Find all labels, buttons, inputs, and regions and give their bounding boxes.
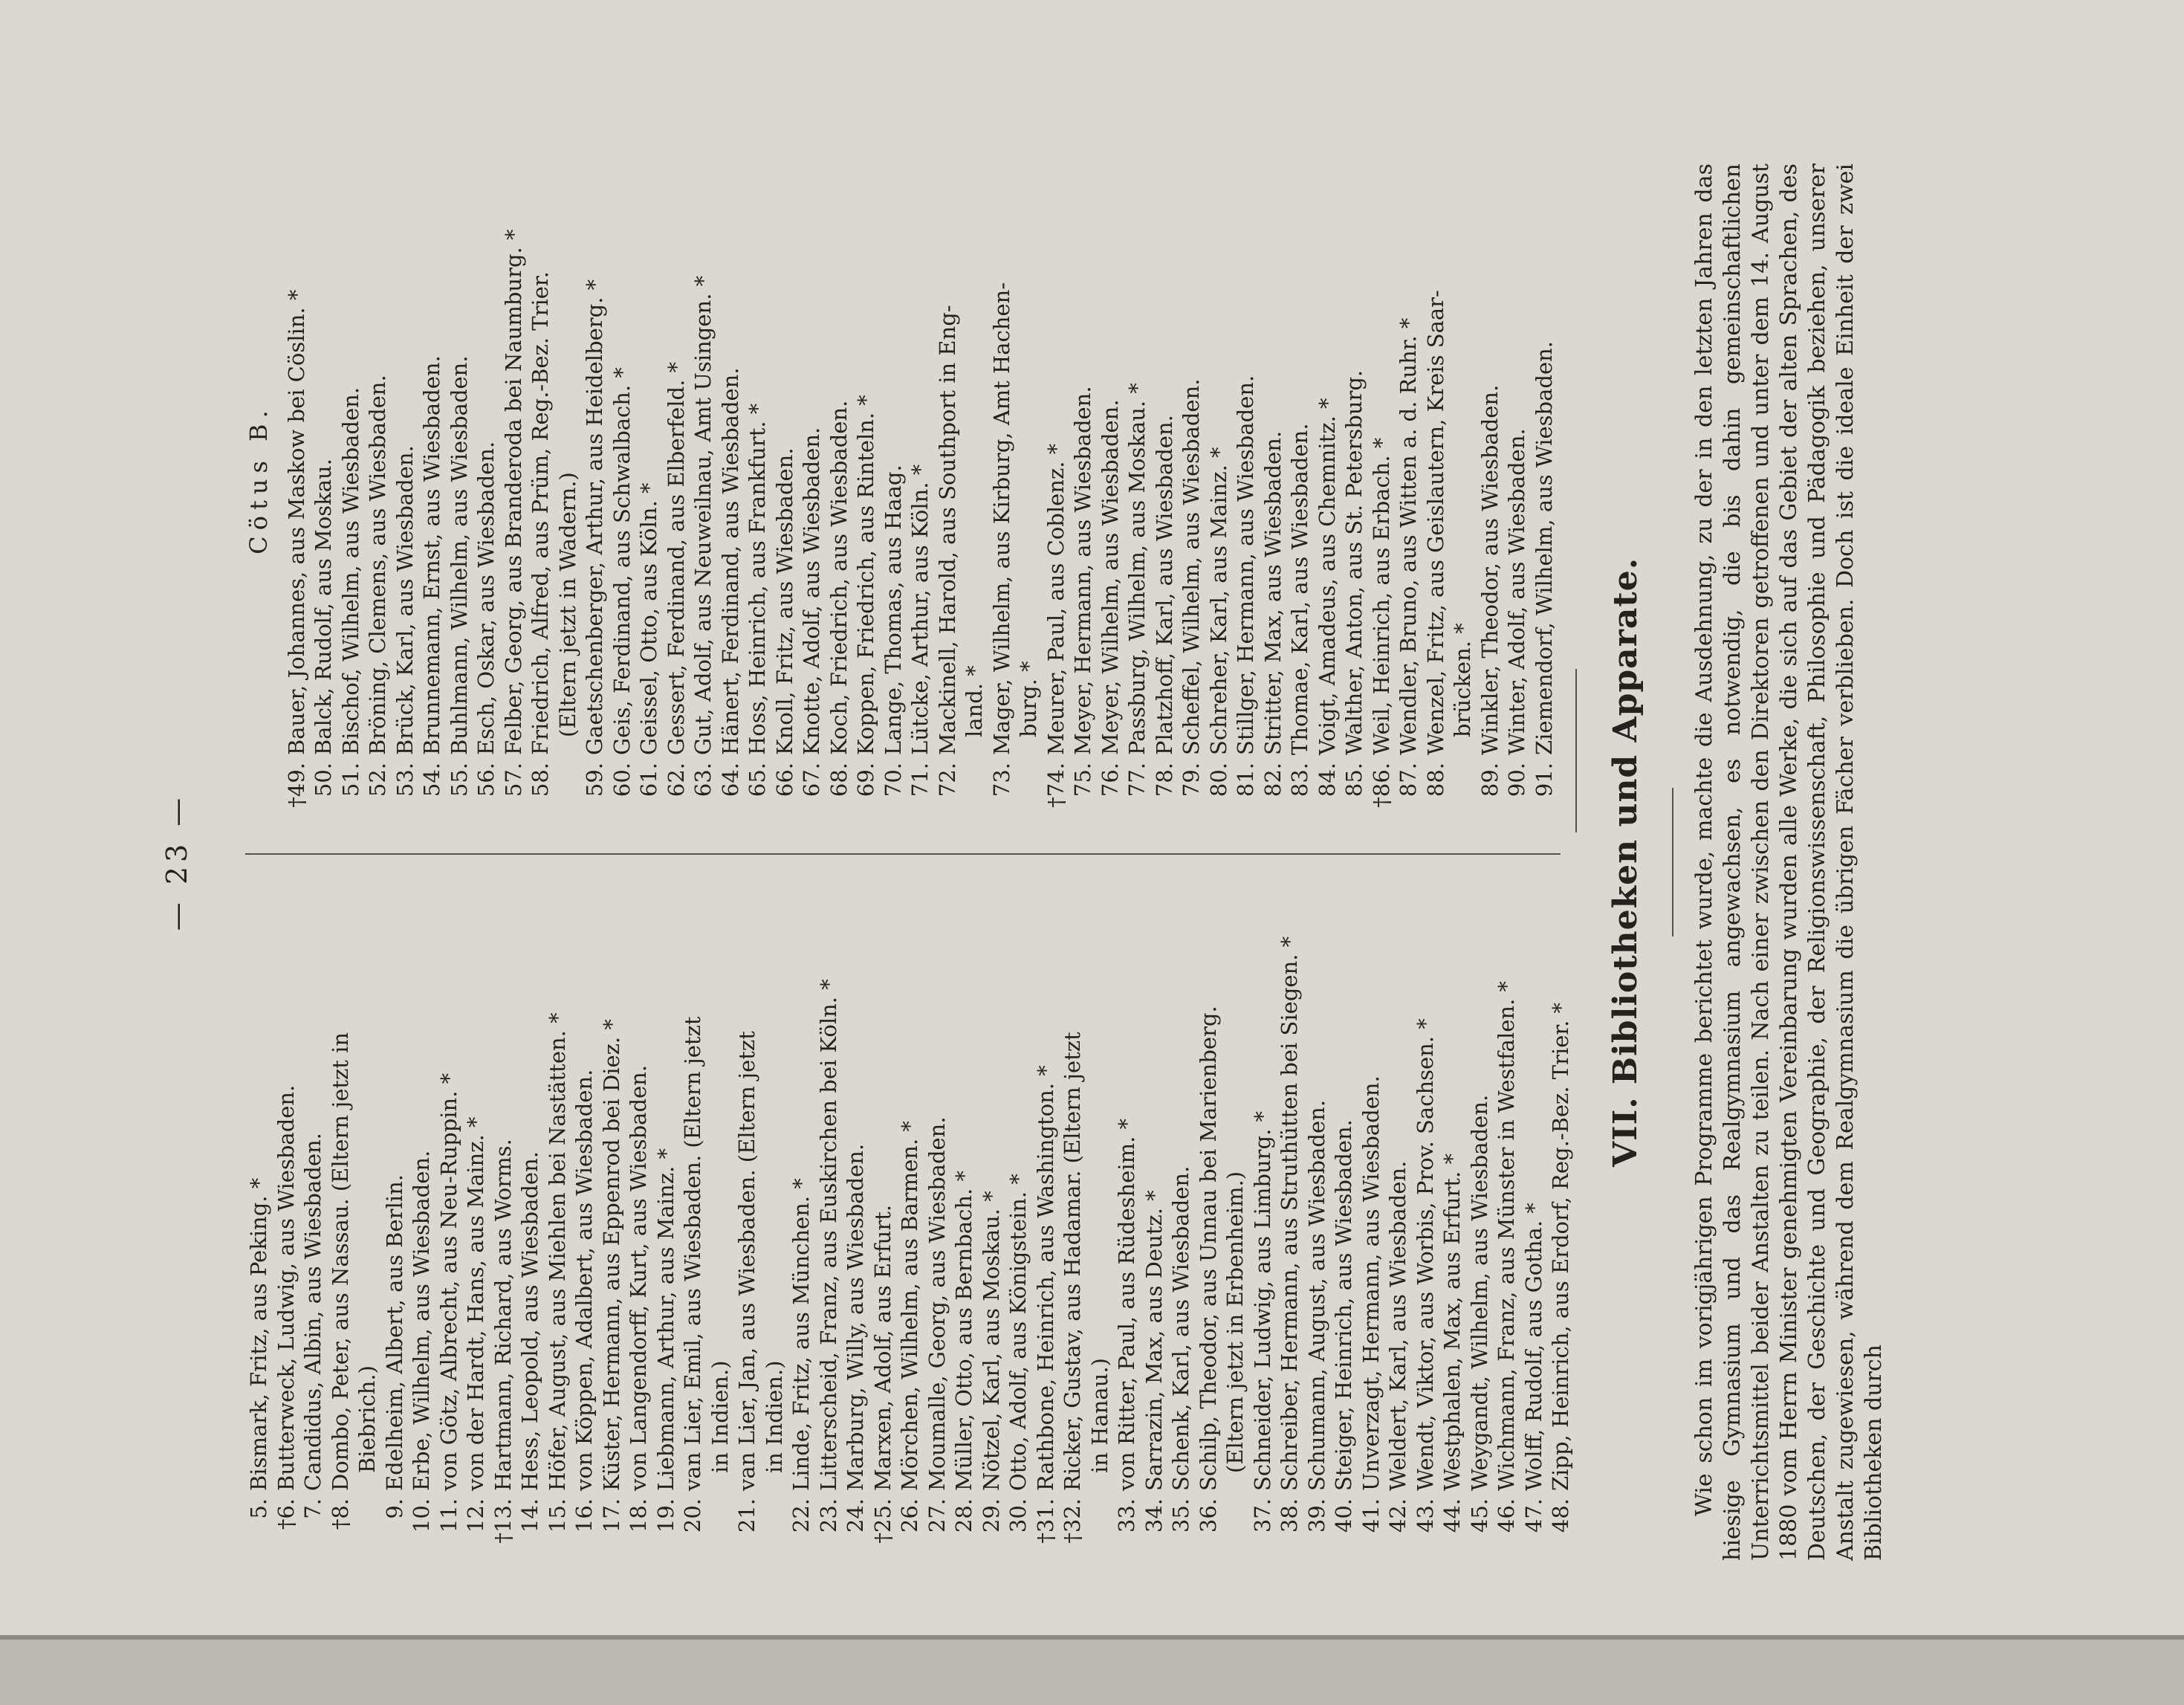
entry-text: Biebrich.) <box>354 1365 380 1473</box>
entry-number: 30. <box>1005 1498 1031 1533</box>
entry-number: 59. <box>582 763 607 798</box>
entry-text: Candidus, Albin, aus Wiesbaden. <box>300 1133 325 1491</box>
list-entry <box>446 134 473 825</box>
entry-number: 33. <box>1114 1498 1139 1533</box>
coetus-heading: Cötus B. <box>244 404 273 554</box>
entry-number: 17. <box>598 1498 624 1533</box>
entry-text: Platzhoff, Karl, aus Wiesbaden. <box>1151 415 1177 755</box>
list-entry <box>744 134 771 825</box>
entry-number: 68. <box>826 763 852 798</box>
entry-text: Knoll, Fritz, aus Wiesbaden. <box>771 447 797 755</box>
entry-number: 27. <box>924 1498 950 1533</box>
list-entry <box>950 870 978 1561</box>
entry-number: †32. <box>1060 1498 1085 1544</box>
entry-text: Buhlmann, Wilhelm, aus Wiesbaden. <box>446 355 472 755</box>
entry-number: 77. <box>1124 763 1150 798</box>
list-entry <box>408 870 435 1561</box>
entry-number: 47. <box>1520 1498 1546 1533</box>
entry-text: Küster, Hermann, aus Eppenrod bei Diez. * <box>598 1019 624 1491</box>
list-entry <box>690 134 717 825</box>
entry-number: †49. <box>283 763 309 808</box>
list-entry <box>869 870 897 1561</box>
entry-text: von Ritter, Paul, aus Rüdesheim. * <box>1114 1118 1139 1491</box>
entry-number: 37. <box>1249 1498 1275 1533</box>
entry-text: Brück, Karl, aus Wiesbaden. <box>392 445 418 755</box>
list-entry <box>1195 870 1222 1561</box>
list-entry <box>337 134 365 825</box>
entry-text: Ricker, Gustav, aus Hadamar. (Eltern jetzt <box>1060 1032 1085 1491</box>
entry-number: 38. <box>1277 1498 1302 1533</box>
entry-number: 69. <box>853 763 878 798</box>
entry-text: in Hanau.) <box>1086 1358 1112 1473</box>
entry-text: Geissel, Otto, aus Köln. * <box>636 482 661 755</box>
entry-number: 58. <box>528 763 553 798</box>
entry-text: Voigt, Amadeus, aus Chemnitz. * <box>1314 398 1340 755</box>
list-entry <box>381 870 409 1561</box>
list-entry <box>598 870 626 1561</box>
entry-text: (Eltern jetzt in Wadern.) <box>554 472 580 737</box>
entry-text: Felber, Georg, aus Branderoda bei Naumburg. * <box>500 229 526 755</box>
list-entry <box>418 134 446 825</box>
list-entry <box>679 870 707 1561</box>
list-entry <box>273 870 300 1561</box>
list-entry <box>245 870 273 1561</box>
entry-number: 46. <box>1494 1498 1519 1533</box>
entry-number: 76. <box>1097 763 1123 798</box>
entry-number: 16. <box>571 1498 597 1533</box>
entry-number: 82. <box>1260 763 1286 798</box>
list-entry <box>896 870 924 1561</box>
list-entry-continuation <box>707 870 734 1561</box>
list-entry <box>663 134 690 825</box>
entry-text: Winkler, Theodor, aus Wiesbaden. <box>1477 384 1503 755</box>
list-entry <box>571 870 598 1561</box>
list-entry <box>581 134 609 825</box>
entry-number: 79. <box>1179 763 1204 798</box>
list-entry <box>462 870 490 1561</box>
entry-number: †25. <box>869 1498 895 1544</box>
entry-number: 52. <box>365 763 390 798</box>
entry-text: Wenzel, Fritz, aus Geislautern, Kreis Saar- <box>1422 290 1448 755</box>
entry-number: 15. <box>544 1498 570 1533</box>
entry-text: Zipp, Heinrich, aus Erdorf, Reg.-Bez. Trier. * <box>1548 1002 1573 1491</box>
list-entry-continuation <box>1449 134 1477 825</box>
entry-text: Balck, Rudolf, aus Moskau. <box>311 459 336 755</box>
entry-text: Hoss, Heinrich, aus Frankfurt. * <box>745 403 770 755</box>
entry-text: Schreher, Karl, aus Mainz. * <box>1205 447 1231 755</box>
entry-number: 89. <box>1477 763 1503 798</box>
entry-text: Meyer, Wilhelm, aus Wiesbaden. <box>1097 399 1123 755</box>
list-entry <box>1341 134 1368 825</box>
list-entry <box>1314 134 1341 825</box>
list-entry <box>907 134 934 825</box>
entry-number: 34. <box>1141 1498 1167 1533</box>
column-divider <box>245 853 1561 855</box>
entry-text: Thomae, Karl, aus Wiesbaden. <box>1287 423 1312 755</box>
list-entry <box>880 134 907 825</box>
entry-text: Wichmann, Franz, aus Münster in Westfalen. * <box>1494 980 1519 1491</box>
list-entry <box>1330 870 1358 1561</box>
entry-number: 36. <box>1195 1498 1221 1533</box>
rotated-document-page <box>134 119 2140 1605</box>
entry-text: Mörchen, Wilhelm, aus Barmen. * <box>897 1121 922 1491</box>
entry-text: (Eltern jetzt in Erbenheim.) <box>1222 1171 1248 1473</box>
entry-number: †31. <box>1032 1498 1058 1544</box>
list-entry <box>310 134 337 825</box>
entry-number: 78. <box>1151 763 1177 798</box>
entry-number: 24. <box>843 1498 868 1533</box>
entry-number: 20. <box>680 1498 705 1533</box>
entry-number: 11. <box>435 1498 461 1533</box>
list-entry <box>771 134 799 825</box>
student-list-right-column <box>245 134 1558 825</box>
entry-number: 48. <box>1548 1498 1573 1533</box>
entry-text: Gut, Adolf, aus Neuweilnau, Amt Usingen. * <box>690 275 716 755</box>
entry-number: 62. <box>663 763 689 798</box>
scanner-edge <box>0 1635 2184 1705</box>
list-entry <box>1286 134 1314 825</box>
entry-number: 71. <box>907 763 933 798</box>
entry-number: 64. <box>717 763 743 798</box>
entry-text: van Lier, Emil, aus Wiesbaden. (Eltern jetzt <box>680 1016 705 1491</box>
page-number: — 23 — <box>161 793 193 931</box>
entry-text: Lange, Thomas, aus Haag. <box>880 465 906 755</box>
list-entry <box>1477 134 1504 825</box>
entry-number: 10. <box>409 1498 434 1533</box>
entry-number: 50. <box>311 763 336 798</box>
entry-text: Otto, Adolf, aus Königstein. * <box>1005 1174 1031 1491</box>
entry-number: 7. <box>300 1498 325 1519</box>
entry-text: Walther, Anton, aus St. Petersburg. <box>1341 369 1367 755</box>
entry-number: 9. <box>381 1498 407 1519</box>
list-entry <box>392 134 419 825</box>
list-entry <box>1141 870 1168 1561</box>
list-entry <box>1358 870 1385 1561</box>
entry-number: 23. <box>815 1498 841 1533</box>
entry-text: van Lier, Jan, aus Wiesbaden. (Eltern jetzt <box>734 1031 759 1491</box>
entry-text: Mager, Wilhelm, aus Kirburg, Amt Hachen- <box>988 282 1014 755</box>
entry-text: Gessert, Ferdinand, aus Elberfeld. * <box>663 361 689 755</box>
entry-text: Schenk, Karl, aus Wiesbaden. <box>1168 1165 1193 1491</box>
entry-number: 81. <box>1233 763 1258 798</box>
entry-text: Moumalle, Georg, aus Wiesbaden. <box>924 1116 950 1491</box>
list-entry <box>788 870 815 1561</box>
list-entry <box>1167 870 1195 1561</box>
entry-text: Dombo, Peter, aus Nassau. (Eltern jetzt in <box>327 1032 353 1491</box>
entry-text: Brunnemann, Ernst, aus Wiesbaden. <box>419 355 444 755</box>
list-entry <box>490 870 517 1561</box>
entry-number: 67. <box>799 763 824 798</box>
entry-number: 57. <box>500 763 526 798</box>
entry-text: Koppen, Friedrich, aus Rinteln. * <box>853 395 878 755</box>
entry-text: Lütcke, Arthur, aus Köln. * <box>907 464 933 755</box>
list-entry-continuation <box>354 870 381 1561</box>
entry-text: Schreiber, Hermann, aus Struthütten bei Siegen. * <box>1277 936 1302 1491</box>
entry-number: 29. <box>978 1498 1004 1533</box>
list-entry <box>1412 870 1439 1561</box>
list-entry <box>435 870 463 1561</box>
list-entry <box>798 134 826 825</box>
list-entry <box>1276 870 1303 1561</box>
entry-text: Nötzel, Karl, aus Moskau. * <box>978 1191 1004 1491</box>
entry-text: Bauer, Johannes, aus Maskow bei Cöslin. * <box>283 289 309 755</box>
list-entry <box>924 870 951 1561</box>
list-entry <box>1439 870 1466 1561</box>
list-entry-continuation <box>761 870 788 1561</box>
entry-text: Bröning, Clemens, aus Wiesbaden. <box>365 375 390 755</box>
list-entry <box>299 870 327 1561</box>
entry-text: Meurer, Paul, aus Coblenz. * <box>1043 443 1069 755</box>
entry-number: 35. <box>1168 1498 1193 1533</box>
section-title: VII. Bibliotheken und Apparate. <box>1607 557 1645 1168</box>
entry-number: 39. <box>1303 1498 1329 1533</box>
coetus-b-entries <box>283 134 1558 825</box>
entry-text: Passburg, Wilhelm, aus Moskau. * <box>1124 383 1150 755</box>
list-entry <box>516 870 544 1561</box>
entry-text: Litterscheid, Franz, aus Euskirchen bei Köln. * <box>815 979 841 1491</box>
entry-text: Hänert, Ferdinand, aus Wiesbaden. <box>717 367 743 755</box>
entry-text: Meyer, Hermann, aus Wiesbaden. <box>1070 386 1095 755</box>
entry-text: Schumann, August, aus Wiesbaden. <box>1303 1099 1329 1491</box>
list-end-rule <box>1575 669 1577 832</box>
entry-number: 75. <box>1070 763 1095 798</box>
entry-number: 63. <box>690 763 716 798</box>
list-entry <box>1368 134 1396 825</box>
list-entry <box>625 870 652 1561</box>
list-entry <box>1493 870 1520 1561</box>
entry-text: Linde, Fritz, aus München. * <box>788 1178 814 1491</box>
entry-text: Bischof, Wilhelm, aus Wiesbaden. <box>337 386 363 755</box>
entry-number: 85. <box>1341 763 1367 798</box>
entry-text: Erbe, Wilhelm, aus Wiesbaden. <box>409 1150 434 1491</box>
entry-number: 88. <box>1422 763 1448 798</box>
entry-text: von Langendorff, Kurt, aus Wiesbaden. <box>626 1064 651 1491</box>
entry-text: Weldert, Karl, aus Wiesbaden. <box>1385 1160 1410 1491</box>
list-entry-continuation <box>554 134 582 825</box>
entry-number: 44. <box>1439 1498 1465 1533</box>
entry-text: Ziemendorf, Wilhelm, aus Wiesbaden. <box>1531 340 1557 755</box>
entry-number: 73. <box>988 763 1014 798</box>
entry-text: Scheffel, Wilhelm, aus Wiesbaden. <box>1179 378 1204 755</box>
entry-text: Geis, Ferdinand, aus Schwalbach. * <box>609 367 635 755</box>
student-list-left-column <box>245 870 1575 1561</box>
list-entry <box>1547 870 1575 1561</box>
entry-number: 41. <box>1358 1498 1384 1533</box>
entry-number: 66. <box>771 763 797 798</box>
entry-text: Winter, Adolf, aus Wiesbaden. <box>1504 428 1529 755</box>
entry-number: 61. <box>636 763 661 798</box>
list-entry <box>1043 134 1070 825</box>
entry-text: Hess, Leopold, aus Wiesbaden. <box>517 1151 542 1491</box>
entry-number: 84. <box>1314 763 1340 798</box>
entry-text: von der Hardt, Hans, aus Mainz. * <box>463 1116 488 1491</box>
entry-text: in Indien.) <box>707 1360 733 1473</box>
list-entry <box>1059 870 1086 1561</box>
list-entry <box>283 134 311 825</box>
entry-text: brücken. * <box>1450 623 1475 737</box>
entry-text: Knotte, Adolf, aus Wiesbaden. <box>799 427 824 755</box>
list-entry <box>826 134 853 825</box>
list-entry <box>1124 134 1151 825</box>
section-title-rule <box>1672 788 1673 936</box>
entry-text: Wolff, Rudolf, aus Gotha. * <box>1520 1203 1546 1491</box>
entry-text: Koch, Friedrich, aus Wiesbaden. <box>826 400 852 755</box>
entry-number: 14. <box>517 1498 542 1533</box>
list-entry <box>934 134 962 825</box>
entry-number: 55. <box>446 763 472 798</box>
entry-text: Rathbone, Heinrich, aus Washington. * <box>1032 1065 1058 1491</box>
list-entry <box>327 870 354 1561</box>
entry-number: 90. <box>1504 763 1529 798</box>
list-entry <box>1395 134 1422 825</box>
list-entry <box>842 870 869 1561</box>
list-entry <box>1032 870 1060 1561</box>
entry-number: 70. <box>880 763 906 798</box>
entry-number: 21. <box>734 1498 759 1533</box>
entry-text: Weil, Heinrich, aus Erbach. * <box>1368 437 1394 755</box>
entry-number: 26. <box>897 1498 922 1533</box>
entry-text: Bismark, Fritz, aus Peking. * <box>246 1177 271 1491</box>
list-entry <box>978 870 1005 1561</box>
list-entry <box>1069 134 1097 825</box>
entry-text: Stritter, Max, aus Wiesbaden. <box>1260 430 1286 755</box>
list-entry <box>1178 134 1205 825</box>
list-entry <box>1303 870 1331 1561</box>
entry-number: 43. <box>1412 1498 1438 1533</box>
entry-number: 53. <box>392 763 418 798</box>
list-entry <box>1260 134 1287 825</box>
entry-text: Höfer, August, aus Miehlen bei Nastätten. * <box>544 1012 570 1491</box>
entry-number: 80. <box>1205 763 1231 798</box>
entry-text: von Götz, Albrecht, aus Neu-Ruppin. * <box>435 1072 461 1491</box>
list-entry <box>852 134 880 825</box>
entry-text: Friedrich, Alfred, aus Prüm, Reg.-Bez. Trier. <box>528 271 553 755</box>
entry-text: in Indien.) <box>761 1360 787 1473</box>
entry-text: Marburg, Willy, aus Wiesbaden. <box>843 1143 868 1491</box>
entry-text: Schilp, Theodor, aus Unnau bei Marienberg. <box>1195 1006 1221 1491</box>
entry-number: 18. <box>626 1498 651 1533</box>
list-entry <box>717 134 745 825</box>
entry-text: Marxen, Adolf, aus Erfurt. <box>869 1204 895 1491</box>
entry-number: 42. <box>1385 1498 1410 1533</box>
list-entry <box>1232 134 1260 825</box>
entry-text: Schneider, Ludwig, aus Limburg. * <box>1249 1110 1275 1491</box>
entry-number: †6. <box>273 1498 299 1530</box>
entry-number: 72. <box>934 763 960 798</box>
entry-number: 51. <box>337 763 363 798</box>
entry-text: Gaetschenberger, Arthur, aus Heidelberg. * <box>582 279 607 755</box>
list-entry <box>733 870 761 1561</box>
list-entry <box>988 134 1016 825</box>
list-entry <box>1466 870 1494 1561</box>
list-entry <box>1503 134 1531 825</box>
list-entry <box>652 870 680 1561</box>
entry-number: 40. <box>1331 1498 1356 1533</box>
list-entry <box>1151 134 1179 825</box>
list-entry <box>609 134 636 825</box>
entry-text: Wendt, Viktor, aus Worbis, Prov. Sachsen. * <box>1412 1018 1438 1491</box>
entry-number: 60. <box>609 763 635 798</box>
list-entry <box>1005 870 1032 1561</box>
entry-text: Unverzagt, Hermann, aus Wiesbaden. <box>1358 1075 1384 1491</box>
entry-number: 45. <box>1466 1498 1492 1533</box>
entry-number: †13. <box>490 1498 516 1544</box>
entry-text: Westphalen, Max, aus Erfurt. * <box>1439 1154 1465 1491</box>
entry-text: land. * <box>962 665 987 737</box>
entry-number: 56. <box>473 763 499 798</box>
entry-text: von Köppen, Adalbert, aus Wiesbaden. <box>571 1069 597 1491</box>
list-entry <box>500 134 528 825</box>
entry-text: Mackinell, Harold, aus Southport in Eng- <box>934 305 960 755</box>
entry-number: 83. <box>1287 763 1312 798</box>
entry-number: †8. <box>327 1498 353 1530</box>
list-entry-continuation <box>1015 134 1043 825</box>
list-entry <box>1520 870 1548 1561</box>
list-entry <box>1113 870 1141 1561</box>
entry-number: 91. <box>1531 763 1557 798</box>
entry-text: Steiger, Heinrich, aus Wiesbaden. <box>1331 1119 1356 1491</box>
entry-text: Sarrazin, Max, aus Deutz. * <box>1141 1190 1167 1491</box>
section-paragraph: Wie schon im vorigjährigen Programme berichtet wurde, machte die Ausdehnung, zu der in den letzten Jahren das hiesige Gymnasium und das Realgymnasium angewachsen, es notwendig, die bis dahin gemeinschaftlichen Unterrichtsmittel beider Anstalten zu teilen. Nach einer zwischen den Direktoren getroffenen und unter dem 14. August 1880 vom Herrn Minister genehmigten Vereinbarung wurden alle Werke, die sich auf das Gebiet der alten Sprachen, des Deutschen, der Geschichte und Geographie, der Religionswissenschaft, Philosophie und Pädagogik beziehen, unserer Anstalt zugewiesen, während dem Realgymnasium die übrigen Fächer verblieben. Doch ist die ideale Einheit der zwei Bibliotheken durch <box>1691 164 1887 1561</box>
entry-text: Liebmann, Arthur, aus Mainz. * <box>652 1148 678 1491</box>
list-entry <box>527 134 554 825</box>
entry-text: Hartmann, Richard, aus Worms. <box>490 1139 516 1491</box>
entry-number: †74. <box>1043 763 1069 808</box>
list-entry-continuation <box>1086 870 1114 1561</box>
entry-number: 65. <box>745 763 770 798</box>
list-entry <box>815 870 843 1561</box>
entry-text: Wendler, Bruno, aus Witten a. d. Ruhr. * <box>1396 317 1421 755</box>
entry-number: 22. <box>788 1498 814 1533</box>
entry-number: †86. <box>1368 763 1394 808</box>
list-entry <box>1249 870 1277 1561</box>
list-entry-continuation <box>1222 870 1249 1561</box>
entry-number: 54. <box>419 763 444 798</box>
list-entry <box>473 134 500 825</box>
list-entry-continuation <box>961 134 988 825</box>
entry-text: Butterweck, Ludwig, aus Wiesbaden. <box>273 1084 299 1491</box>
entry-number: 87. <box>1396 763 1421 798</box>
list-entry <box>1097 134 1124 825</box>
entry-text: Müller, Otto, aus Bernbach. * <box>951 1171 976 1491</box>
list-entry <box>1531 134 1558 825</box>
entry-text: burg. * <box>1016 661 1041 737</box>
list-entry <box>1422 134 1450 825</box>
entry-number: 5. <box>246 1498 271 1519</box>
list-entry <box>1384 870 1412 1561</box>
entry-text: Stillger, Hermann, aus Wiesbaden. <box>1233 375 1258 755</box>
entry-number: 19. <box>652 1498 678 1533</box>
entry-text: Edelheim, Albert, aus Berlin. <box>381 1174 407 1491</box>
list-entry <box>544 870 571 1561</box>
entry-text: Esch, Oskar, aus Wiesbaden. <box>473 441 499 755</box>
list-entry <box>635 134 663 825</box>
list-entry <box>364 134 392 825</box>
list-entry <box>1205 134 1233 825</box>
entry-number: 28. <box>951 1498 976 1533</box>
entry-number: 12. <box>463 1498 488 1533</box>
entry-text: Weygandt, Wilhelm, aus Wiesbaden. <box>1466 1094 1492 1491</box>
